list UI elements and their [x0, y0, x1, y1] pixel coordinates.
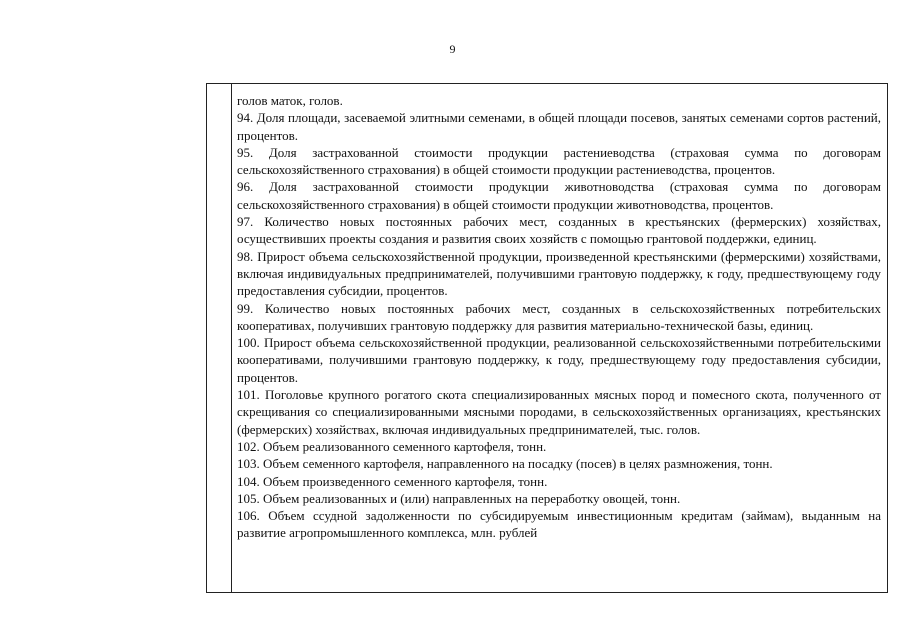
indicator-item: 100. Прирост объема сельскохозяйственной продукции, реализованной сельскохозяйственными потребительскими кооперативами, получившими грантовую поддержку, к году, предшествующему году предоставления субсидии, процентов.	[237, 335, 881, 385]
indicator-item: 103. Объем семенного картофеля, направленного на посадку (посев) в целях размножения, тонн.	[237, 456, 773, 472]
page-number: 9	[449, 42, 456, 56]
indicator-item: 97. Количество новых постоянных рабочих мест, созданных в крестьянских (фермерских) хозяйствах, осуществивших проекты создания и развития своих хозяйств с помощью грантовой поддержки, единиц.	[237, 214, 881, 247]
indicator-item: 105. Объем реализованных и (или) направленных на переработку овощей, тонн.	[237, 490, 681, 506]
indicator-item: 102. Объем реализованного семенного картофеля, тонн.	[237, 438, 547, 454]
indicator-item: 101. Поголовье крупного рогатого скота специализированных мясных пород и помесного скота, полученного от скрещивания со специализированными мясными породами, в сельскохозяйственных организациях, крестьянских (фермерских) хозяйствах, включая индивидуальных предпринимателей, тыс. голов.	[237, 387, 881, 437]
indicator-table	[206, 83, 888, 593]
indicator-item: 106. Объем ссудной задолженности по субсидируемым инвестиционным кредитам (займам), выданным на развитие агропромышленного комплекса, млн. рублей	[237, 508, 881, 541]
indicator-item: 98. Прирост объема сельскохозяйственной продукции, произведенной крестьянскими (фермерскими) хозяйствами, включая индивидуальных предпринимателей, получившими грантовую поддержку, к году, предшествующему году предоставления субсидии, процентов.	[237, 248, 881, 299]
indicator-item: 95. Доля застрахованной стоимости продукции растениеводства (страховая сумма по договорам сельскохозяйственного страхования) в общей стоимости продукции растениеводства, процентов.	[237, 144, 881, 178]
indicator-list	[237, 92, 881, 542]
indicator-item: 94. Доля площади, засеваемой элитными семенами, в общей площади посевов, занятых семенами сортов растений, процентов.	[237, 110, 881, 143]
column-divider	[231, 84, 232, 592]
indicator-item: 104. Объем произведенного семенного картофеля, тонн.	[237, 473, 548, 489]
indicator-item: голов маток, голов.	[237, 93, 343, 108]
indicator-item: 99. Количество новых постоянных рабочих мест, созданных в сельскохозяйственных потребительских кооперативах, получивших грантовую поддержку для развития материально-технической базы, единиц.	[237, 300, 881, 333]
indicator-item: 96. Доля застрахованной стоимости продукции животноводства (страховая сумма по договорам сельскохозяйственного страхования) в общей стоимости продукции животноводства, процентов.	[237, 179, 881, 212]
